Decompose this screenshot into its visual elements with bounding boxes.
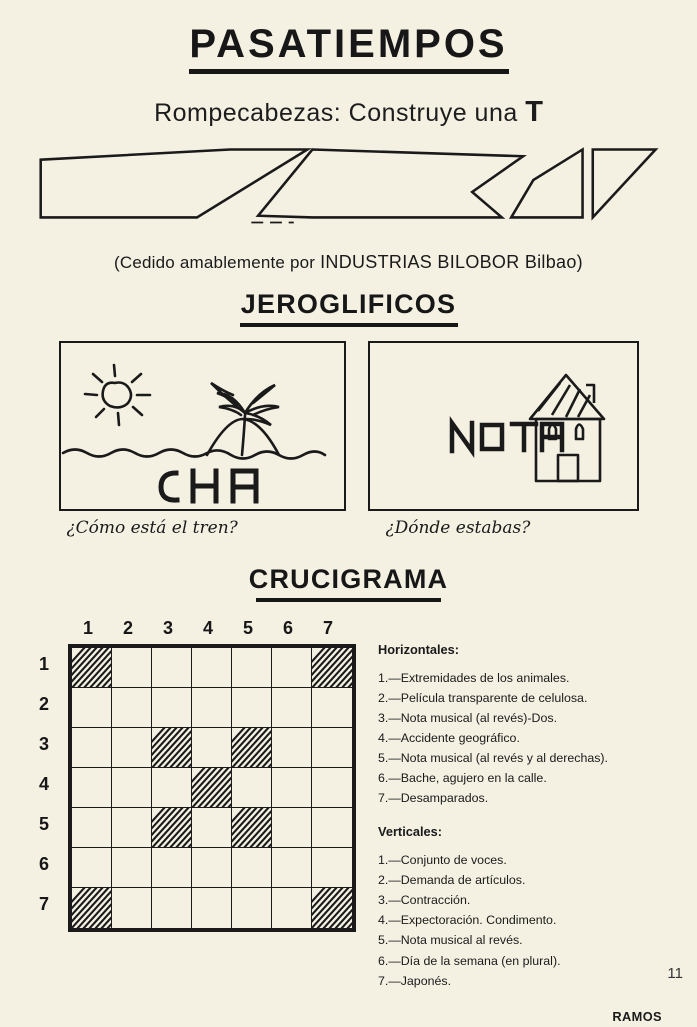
crossword-cell-blocked xyxy=(312,648,352,688)
vertical-clue: 7.—Japonés. xyxy=(378,973,452,988)
jeroglifico-left-drawing xyxy=(61,343,344,509)
puzzle-credit xyxy=(0,252,697,273)
crossword-cell[interactable] xyxy=(152,888,192,928)
jeroglificos-boxes xyxy=(0,341,697,511)
crossword-cell[interactable] xyxy=(112,808,152,848)
crucigrama-heading: CRUCIGRAMA xyxy=(248,564,449,594)
puzzle-pieces-svg xyxy=(39,141,659,231)
jeroglifico-box-right xyxy=(368,341,639,511)
crossword-cell[interactable] xyxy=(72,728,112,768)
crossword-cell[interactable] xyxy=(112,688,152,728)
crossword-cell-blocked xyxy=(192,768,232,808)
crossword-row-header-1: 1 xyxy=(38,654,49,674)
crossword-cell[interactable] xyxy=(312,848,352,888)
horizontal-clue: 7.—Desamparados. xyxy=(378,791,489,806)
crossword-cell-blocked xyxy=(72,648,112,688)
crossword-cell[interactable] xyxy=(312,728,352,768)
crossword-cell-blocked xyxy=(232,728,272,768)
jeroglifico-caption-right: ¿Dónde estabas? xyxy=(385,518,531,538)
crossword-cell[interactable] xyxy=(232,768,272,808)
credit-open: (Cedido amablemente por xyxy=(114,253,321,272)
vertical-clue: 5.—Nota musical al revés. xyxy=(378,933,523,948)
crossword-cell[interactable] xyxy=(72,688,112,728)
water-waves-icon xyxy=(63,450,325,459)
verticales-heading: Verticales: xyxy=(378,824,443,840)
crossword-cell[interactable] xyxy=(192,728,232,768)
page-title: PASATIEMPOS xyxy=(189,22,508,66)
crossword-cell[interactable] xyxy=(152,848,192,888)
horizontal-clue: 3.—Nota musical (al revés)-Dos. xyxy=(378,710,558,725)
crossword-grid-block xyxy=(20,618,356,1027)
crossword-col-header-1: 1 xyxy=(82,618,93,638)
horizontal-clue: 5.—Nota musical (al revés y al derechas). xyxy=(378,751,609,766)
crossword-cell-blocked xyxy=(152,728,192,768)
credit-company: INDUSTRIAS BILOBOR xyxy=(320,252,520,272)
crossword-cell[interactable] xyxy=(152,648,192,688)
jeroglificos-heading: JEROGLIFICOS xyxy=(240,289,457,319)
crossword-cell[interactable] xyxy=(272,848,312,888)
horizontal-clue: 6.—Bache, agujero en la calle. xyxy=(378,771,547,786)
crossword-cell[interactable] xyxy=(112,648,152,688)
crossword-cell[interactable] xyxy=(192,848,232,888)
subtitle-letter-t: T xyxy=(525,96,543,128)
crossword-col-header-7: 7 xyxy=(322,618,333,638)
crossword-cell[interactable] xyxy=(312,808,352,848)
crossword-cell[interactable] xyxy=(232,688,272,728)
crossword-grid[interactable] xyxy=(68,644,356,932)
jeroglifico-box-left xyxy=(59,341,346,511)
crossword-cell[interactable] xyxy=(112,728,152,768)
credit-close: Bilbao) xyxy=(519,252,583,272)
crossword-cell[interactable] xyxy=(272,688,312,728)
crucigrama-section xyxy=(0,564,697,602)
crossword-cell[interactable] xyxy=(152,768,192,808)
crucigrama-underline xyxy=(256,598,441,602)
crossword-cell[interactable] xyxy=(232,888,272,928)
jeroglifico-right-letters xyxy=(452,423,562,451)
crossword-cell-blocked xyxy=(72,888,112,928)
crossword-cell[interactable] xyxy=(192,888,232,928)
crossword-cell[interactable] xyxy=(112,768,152,808)
crossword-cell[interactable] xyxy=(272,888,312,928)
crossword-cell[interactable] xyxy=(72,768,112,808)
crossword-row-header-7: 7 xyxy=(38,894,49,914)
crossword-col-header-3: 3 xyxy=(162,618,173,638)
crossword-clues xyxy=(378,618,668,1027)
author-byline: RAMOS xyxy=(612,1008,662,1024)
piece-quadrilateral-left xyxy=(40,149,307,217)
puzzle-pieces-figure xyxy=(0,141,697,246)
crossword-cell-blocked xyxy=(312,888,352,928)
jeroglificos-captions xyxy=(0,518,697,538)
jeroglificos-underline xyxy=(240,323,458,327)
horizontal-clue: 4.—Accidente geográfico. xyxy=(378,731,520,745)
crossword-row-header-6: 6 xyxy=(38,854,49,874)
crossword-cell[interactable] xyxy=(272,648,312,688)
jeroglifico-left-letters xyxy=(161,471,256,501)
piece-pentagon-notched xyxy=(258,149,523,217)
jeroglifico-caption-left: ¿Cómo está el tren? xyxy=(66,518,238,538)
vertical-clue: 2.—Demanda de artículos. xyxy=(378,873,526,888)
crossword-col-header-5: 5 xyxy=(242,618,253,638)
horizontales-list xyxy=(378,668,668,809)
crossword-cell[interactable] xyxy=(192,688,232,728)
vertical-clue: 4.—Expectoración. Condimento. xyxy=(378,913,557,928)
vertical-clue: 6.—Día de la semana (en plural). xyxy=(378,953,561,968)
crossword-cell[interactable] xyxy=(112,848,152,888)
piece-trapezoid xyxy=(511,149,582,217)
crossword-cell[interactable] xyxy=(272,728,312,768)
puzzle-subtitle xyxy=(0,96,697,129)
crossword-row-header-2: 2 xyxy=(38,694,49,714)
crossword-cell[interactable] xyxy=(72,808,112,848)
crossword-cell[interactable] xyxy=(312,688,352,728)
jeroglificos-section xyxy=(0,289,697,327)
verticales-list xyxy=(378,850,668,991)
crossword-cell[interactable] xyxy=(152,688,192,728)
crossword-cell[interactable] xyxy=(272,768,312,808)
crossword-col-header-6: 6 xyxy=(282,618,293,638)
crossword-row-headers xyxy=(20,644,68,932)
piece-right-triangle xyxy=(592,149,655,217)
crossword-cell[interactable] xyxy=(192,808,232,848)
crossword-cell-blocked xyxy=(232,808,272,848)
crossword-col-header-2: 2 xyxy=(122,618,133,638)
horizontal-clue: 2.—Película transparente de celulosa. xyxy=(378,690,588,705)
crossword-cell[interactable] xyxy=(272,808,312,848)
jeroglifico-right-drawing xyxy=(370,343,637,509)
sun-icon xyxy=(85,365,150,425)
crossword-cell-blocked xyxy=(152,808,192,848)
horizontales-heading: Horizontales: xyxy=(378,642,460,657)
vertical-clue: 3.—Contracción. xyxy=(378,893,471,908)
page-number: 11 xyxy=(667,965,683,982)
title-underline xyxy=(189,69,509,74)
crossword-col-header-4: 4 xyxy=(202,618,213,638)
clue-spacer xyxy=(378,808,668,822)
crossword-row-header-4: 4 xyxy=(38,774,49,794)
crossword-cell[interactable] xyxy=(312,768,352,808)
crossword-row-header-3: 3 xyxy=(38,734,49,754)
crossword-cell[interactable] xyxy=(232,848,272,888)
vertical-clue: 1.—Conjunto de voces. xyxy=(378,853,507,868)
crossword-column-headers xyxy=(68,618,356,639)
horizontal-clue: 1.—Extremidades de los animales. xyxy=(378,670,570,685)
crossword-cell[interactable] xyxy=(72,848,112,888)
crossword-cell[interactable] xyxy=(192,648,232,688)
crossword-cell[interactable] xyxy=(232,648,272,688)
crucigrama-body xyxy=(0,618,697,1027)
crossword-row-header-5: 5 xyxy=(38,814,49,834)
crossword-cell[interactable] xyxy=(112,888,152,928)
subtitle-text: Rompecabezas: Construye una xyxy=(154,99,526,127)
